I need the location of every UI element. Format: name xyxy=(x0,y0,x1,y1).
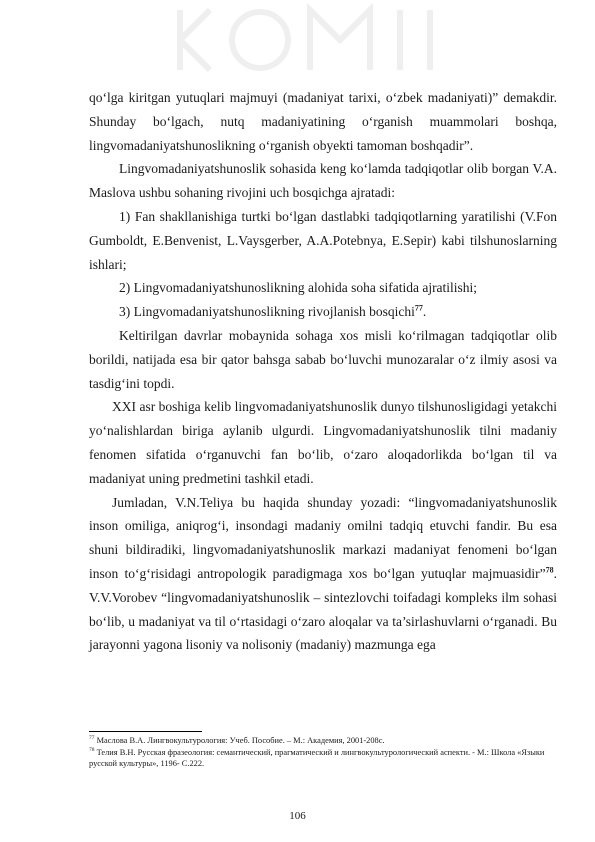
paragraph-continuation: qo‘lga kiritgan yutuqlari majmuyi (madaniyat tarixi, o‘zbek madaniyati)” demakdir. Shunday bo‘lgach, nutq madaniyatining o‘rganish muammolari boshqa, lingvomadaniyatshunoslikning o‘rganish obyekti tamoman boshqadir”. xyxy=(89,90,557,153)
paragraph-xxi-century: XXI asr boshiga kelib lingvomadaniyatshunoslik dunyo tilshunosligidagi yetakchi yo‘nalishlardan biriga aylanib ulgurdi. Lingvomadaniyatshunoslik tilni madaniy fenomen sifatida o‘rganuvchi fan bo‘lib, o‘zaro aloqadorlikda bo‘lgan til va madaniyat uning predmetini tashkil etadi. xyxy=(89,399,557,486)
footnote-77: $^{77}$ Маслова В.А. Лингвокультурология: Учеб. Пособие. – М.: Академия, 2001-208с. xyxy=(89,735,385,745)
footnote-78: $^{78}$ Телия В.Н. Русская фразеология: семантический, прагматический и лингвокультурологический аспекти. - М.: Школа «Языки русской культуры», 1196- С.222. xyxy=(89,747,545,768)
footnote-ref-77[interactable]: 77 xyxy=(414,303,423,313)
list-item-2: 2) Lingvomadaniyatshunoslikning alohida soha sifatida ajratilishi; xyxy=(119,280,478,296)
paragraph-periods: Keltirilgan davrlar mobaynida sohaga xos misli ko‘rilmagan tadqiqotlar olib borildi, natijada esa bir qator bahsga sabab bo‘luvchi munozaralar o‘z ilmiy asosi va tasdig‘ini topdi. xyxy=(89,327,557,391)
document-body xyxy=(89,86,557,657)
page-number: 106 xyxy=(289,810,306,822)
footnote-ref-78[interactable]: 78 xyxy=(545,565,554,575)
list-item-1: 1) Fan shakllanishiga turtki bo‘lgan dastlabki tadqiqotlarning yaratilishi (V.Fon Gumboldt, E.Benvenist, L.Vaysgerber, A.A.Potebnya, E.Sepir) kabi tilshunoslarning ishlari; xyxy=(89,208,557,272)
list-item-3: 3) Lingvomadaniyatshunoslikning rivojlanish bosqichi$^{77}$. xyxy=(119,303,427,320)
paragraph-teliya: Jumladan, V.N.Teliya bu haqida shunday yozadi: “lingvomadaniyatshunoslik inson omiliga, aniqrog‘i, insondagi madaniy omilni tadqiq etuvchi fandir. Bu esa shuni bildiradiki, lingvomadaniyatshunoslik markazi madaniyat fenomeni bo‘lgan inson to‘g‘risidagi antropologik paradigmaga xos bo‘lgan yutuqlar majmuasidir”$^{78}$. V.V.Vorobev “lingvomadaniyatshunoslik – sintezlovchi toifadagi kompleks ilm sohasi bo‘lib, u madaniyat va til o‘rtasidagi o‘zaro aloqalar va ta’sirlashuvlarni o‘rganadi. Bu jarayonni yagona lisoniy va nolisoniy (madaniy) mazmunga ega xyxy=(89,494,557,653)
watermark-logo xyxy=(150,0,450,90)
paragraph-maslova: Lingvomadaniyatshunoslik sohasida keng ko‘lamda tadqiqotlar olib borgan V.A. Maslova ushbu sohaning rivojini uch bosqichga ajratadi: xyxy=(89,161,557,201)
footnote-separator xyxy=(89,731,202,732)
